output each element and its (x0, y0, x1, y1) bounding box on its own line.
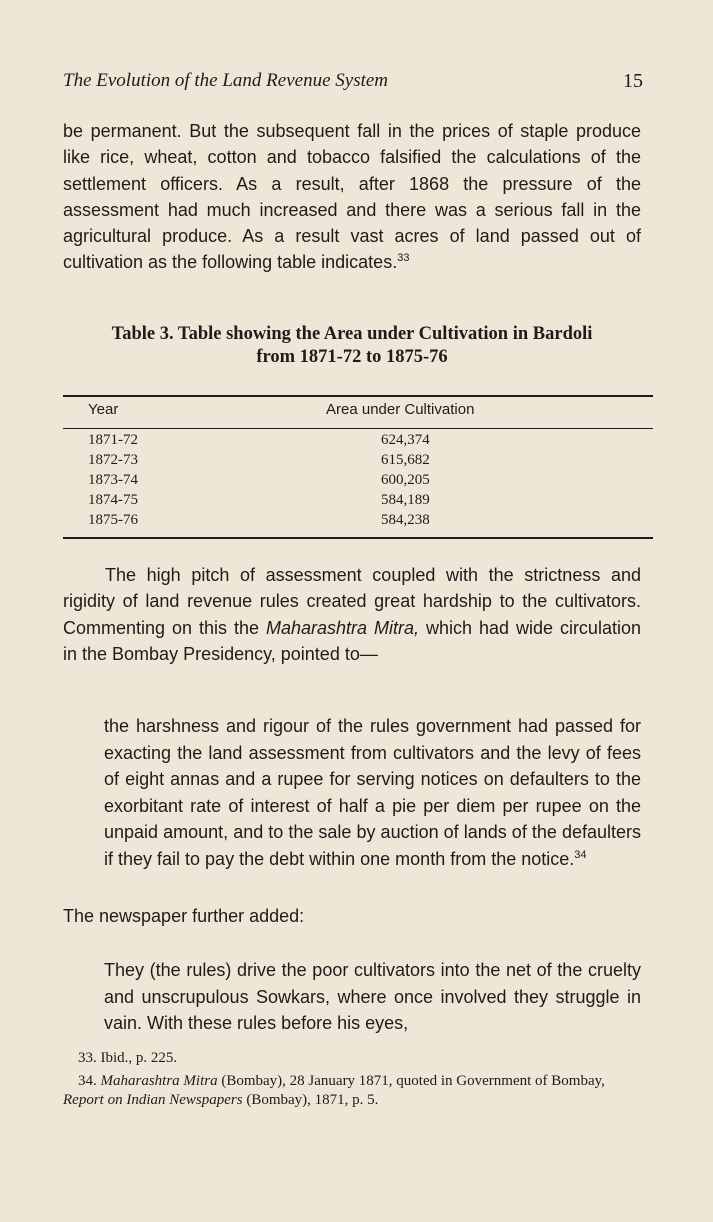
cell-year: 1873-74 (88, 472, 138, 488)
footnote-ref-33: 33 (397, 252, 410, 265)
newspaper-name: Maharashtra Mitra, (265, 617, 419, 638)
footnote-34 (63, 1072, 641, 1110)
footnotes (63, 1049, 641, 1114)
cell-area: 624,374 (381, 432, 430, 448)
table-row (88, 452, 488, 472)
cell-year: 1874-75 (88, 492, 138, 508)
lead-in-line: The newspaper further added: (63, 906, 305, 926)
table-header-rule (63, 428, 653, 429)
cell-year: 1872-73 (88, 452, 138, 468)
table-top-rule (63, 395, 653, 397)
cell-year: 1871-72 (88, 432, 138, 448)
cell-area: 600,205 (381, 472, 430, 488)
footnote-34-number: 34. (78, 1073, 101, 1089)
footnote-33: 33. Ibid., p. 225. (78, 1050, 178, 1066)
paragraph-1 (63, 118, 641, 276)
paragraph-2-text-start: The high pitch of assessment coupled with the strictness and rigidity of land revenue rules created great hardship to the cultivators. Commenting on this the (63, 565, 641, 638)
cell-area: 584,189 (381, 492, 430, 508)
table-title-line-2: from 1871-72 to 1875-76 (256, 347, 448, 367)
footnote-ref-34: 34 (574, 848, 587, 861)
table-row (88, 492, 488, 512)
running-head-title: The Evolution of the Land Revenue System (63, 70, 389, 91)
column-header-area: Area under Cultivation (326, 401, 475, 418)
table-row (88, 432, 488, 452)
table-row (88, 472, 488, 492)
footnote-34-source: Maharashtra Mitra (100, 1073, 218, 1089)
table-title-line-1: Table 3. Table showing the Area under Cultivation in Bardoli (111, 324, 593, 344)
footnote-34-report: Report on Indian Newspapers (63, 1092, 243, 1108)
cell-year: 1875-76 (88, 512, 138, 528)
paragraph-2-text-end: which had wide circulation in the Bombay Presidency, pointed to— (63, 617, 641, 664)
block-quote-1-text: the harshness and rigour of the rules government had passed for exacting the land assessment from cultivators and the levy of fees of eight annas and a rupee for serving notices on defaulters to the exorbitant rate of interest of half a pie per diem per rupee on the unpaid amount, and to the sale by auction of lands of the defaulters if they fail to pay the debt within one month from the notice. (104, 716, 641, 869)
paragraph-2 (63, 562, 641, 667)
block-quote-2: They (the rules) drive the poor cultivators into the net of the cruelty and unscrupulous Sowkars, where once involved they struggle in vain. With these rules before his eyes, (104, 960, 641, 1033)
table-title (63, 323, 641, 369)
column-header-year: Year (88, 401, 119, 418)
block-quote-1 (104, 713, 641, 872)
footnote-34-text: (Bombay), 28 January 1871, quoted in Government of Bombay, (217, 1073, 605, 1089)
paragraph-1-text: be permanent. But the subsequent fall in the prices of staple produce like rice, wheat, cotton and tobacco falsified the calculations of the settlement officers. As a result, after 1868 the pressure of the assessment had much increased and there was a serious fall in the agricultural produce. As a result vast acres of land passed out of cultivation as the following table indicates. (63, 121, 641, 273)
footnote-34-end: (Bombay), 1871, p. 5. (242, 1092, 379, 1108)
running-head (63, 70, 653, 92)
table-row (88, 512, 488, 532)
cell-area: 615,682 (381, 452, 430, 468)
table-bottom-rule (63, 537, 653, 539)
cell-area: 584,238 (381, 512, 430, 528)
page-number: 15 (623, 70, 643, 92)
